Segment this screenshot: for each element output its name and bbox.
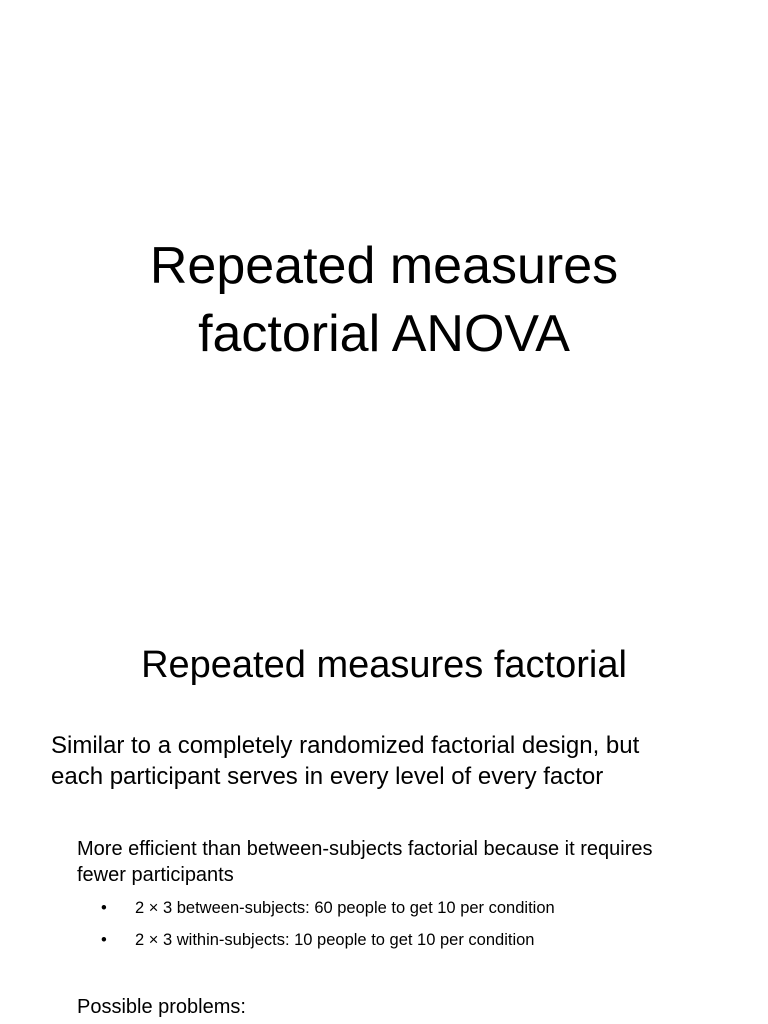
bullet-text: 2 × 3 within-subjects: 10 people to get 10 per condition <box>135 931 535 949</box>
possible-problems-label: Possible problems: <box>77 996 246 1018</box>
bullet-text: 2 × 3 between-subjects: 60 people to get 10 per condition <box>135 899 555 917</box>
slide-title-line-1: Repeated measures <box>149 237 619 295</box>
bullet-item <box>98 898 555 930</box>
example-bullet-list <box>98 898 555 962</box>
efficiency-point-line-1: More efficient than between-subjects factorial because it requires <box>77 838 653 860</box>
intro-line-2: each participant serves in every level of every factor <box>51 763 604 790</box>
slide-title <box>0 232 768 368</box>
efficiency-point <box>77 836 747 888</box>
section-heading: Repeated measures factorial <box>141 644 627 686</box>
bullet-dot-icon: • <box>101 931 107 949</box>
bullet-dot-icon: • <box>101 899 107 917</box>
bullet-item <box>98 930 555 962</box>
slide-title-line-2: factorial ANOVA <box>198 305 570 363</box>
intro-paragraph <box>51 730 751 792</box>
efficiency-point-line-2: fewer participants <box>77 864 234 886</box>
intro-line-1: Similar to a completely randomized factorial design, but <box>51 732 640 759</box>
